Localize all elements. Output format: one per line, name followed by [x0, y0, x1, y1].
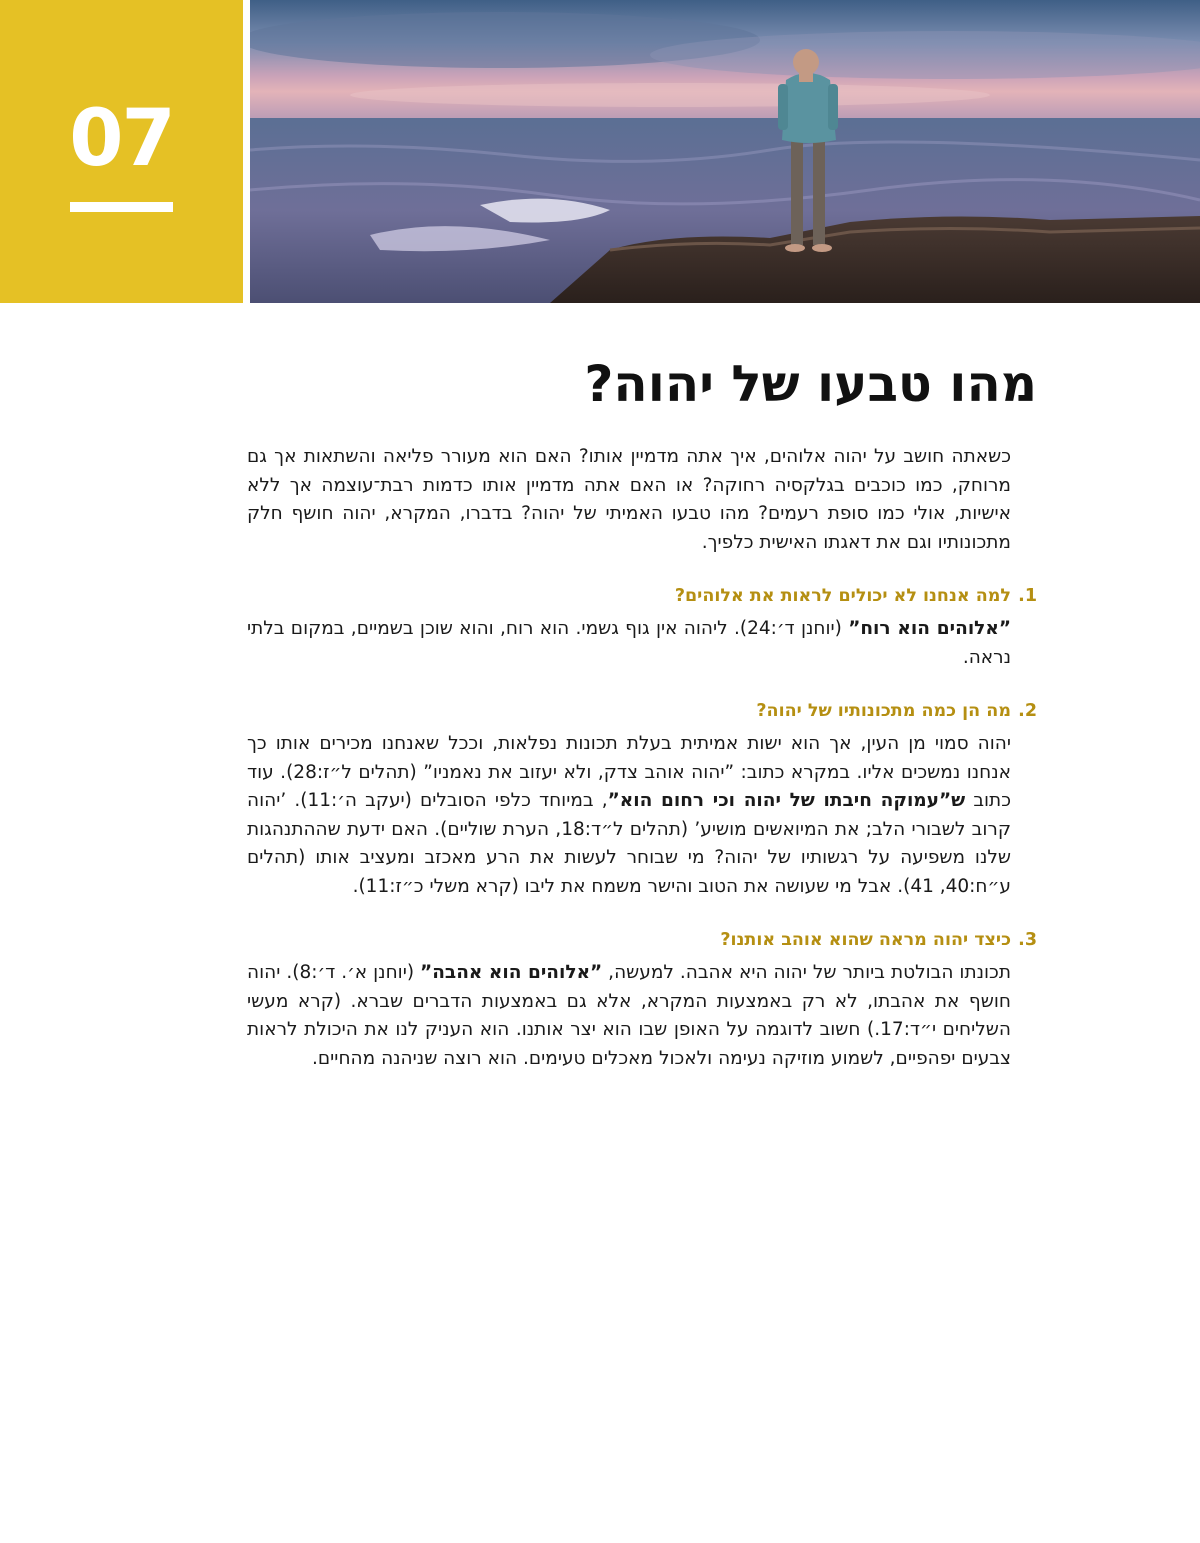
section-1: [247, 583, 1037, 672]
chapter-badge: [0, 0, 243, 303]
question-heading: [247, 583, 1037, 609]
question-number: 1.: [1018, 586, 1037, 606]
chapter-underline: [70, 202, 173, 212]
question-text: כיצד יהוה מראה שהוא אוהב אותנו?: [720, 930, 1011, 950]
answer-paragraph: [247, 730, 1011, 901]
page-title: מהו טבעו של יהוה?: [584, 355, 1037, 413]
intro-paragraph: כשאתה חושב על יהוה אלוהים, איך אתה מדמיין אותו? האם הוא מעורר פליאה והשתאות אך גם מרוחק, כמו כוכבים בגלקסיה רחוקה? או האם אתה מדמיין אותו כדמות רבת־עוצמה אך ללא אישיות, אולי כמו סופת רעמים? מהו טבעו האמיתי של יהוה? בדברו, המקרא, יהוה חושף חלק מתכונותיו וגם את דאגתו האישית כלפיך.: [247, 446, 1011, 553]
question-text: למה אנחנו לא יכולים לראות את אלוהים?: [674, 586, 1011, 606]
answer-text: תכונתו הבולטת ביותר של יהוה היא אהבה. למעשה,: [602, 962, 1012, 983]
answer-text: (יוחנן ד׳:24). ליהוה אין גוף גשמי. הוא רוח, והוא שוכן בשמיים, במקום בלתי נראה.: [247, 618, 1011, 668]
quote-text: ש”עמוקה חיבתו של יהוה וכי רחום הוא”: [607, 790, 966, 811]
answer-text: (יוחנן א׳. ד׳:8). יהוה חושף את אהבתו, לא רק באמצעות המקרא, אלא גם באמצעות הדברים שברא. (קרא מעשי השליחים י״ד:17.) חשוב לדוגמה על האופן שבו הוא יצר אותנו. הוא העניק לנו את היכולת לראות צבעים יפהפיים, לשמוע מוזיקה נעימה ולאכול מאכלים טעימים. הוא רוצה שניהנה מהחיים.: [247, 962, 1011, 1069]
chapter-number: 07: [69, 94, 174, 184]
question-text: מה הן כמה מתכונותיו של יהוה?: [756, 701, 1011, 721]
quote-text: ”אלוהים הוא רוח”: [848, 618, 1011, 639]
answer-text: , במיוחד כלפי הסובלים (יעקב ה׳:11). ’יהוה קרוב לשבורי הלב; את המיואשים מושיע’ (תהלים ל״ד:18, הערת שוליים). האם ידעת שההתנהגות שלנו משפיעה על רגשותיו של יהוה? מי שבוחר לעשות את הרע מאכזב ומעציב אותו (תהלים ע״ח:40, 41). אבל מי שעושה את הטוב והישר משמח את ליבו (קרא משלי כ״ז:11).: [247, 790, 1011, 897]
answer-text: יהוה סמוי מן העין, אך הוא ישות אמיתית בעלת תכונות נפלאות, וככל שאנחנו מכירים אותו כך אנחנו נמשכים אליו. במקרא כתוב: ”יהוה אוהב צדק, ולא יעזוב את נאמניו” (תהלים ל״ז:28). עוד כתוב: [247, 733, 1012, 811]
quote-text: ”אלוהים הוא אהבה”: [420, 962, 603, 983]
answer-paragraph: [247, 959, 1011, 1073]
answer-paragraph: [247, 615, 1011, 672]
header-photo: [250, 0, 1200, 303]
question-number: 2.: [1018, 701, 1037, 721]
question-number: 3.: [1018, 930, 1037, 950]
section-2: [247, 698, 1037, 901]
question-heading: [247, 698, 1037, 724]
question-heading: [247, 927, 1037, 953]
section-3: [247, 927, 1037, 1073]
article: [247, 345, 1037, 1073]
